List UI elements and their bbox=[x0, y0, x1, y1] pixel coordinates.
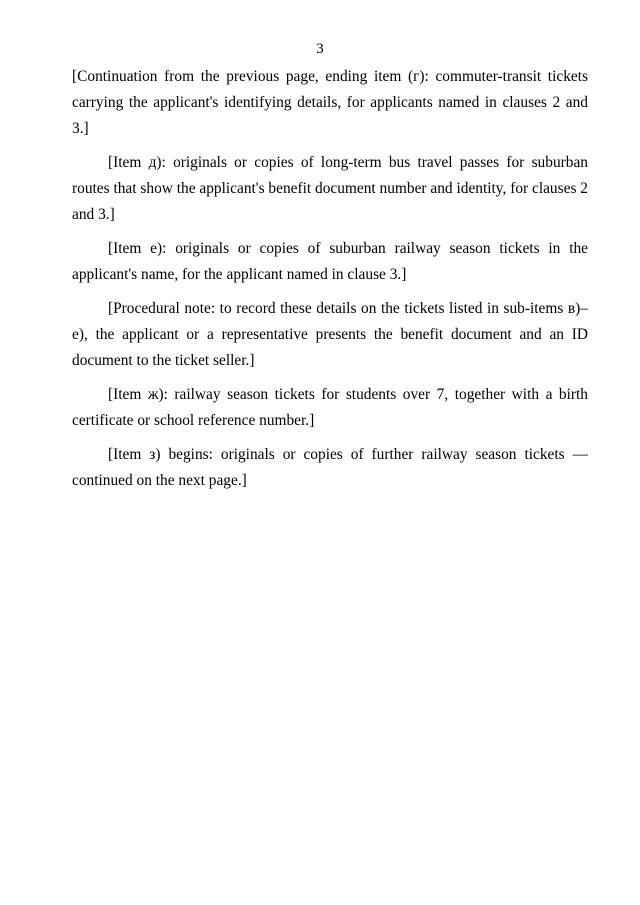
document-body bbox=[72, 64, 588, 502]
paragraph-procedure: [Procedural note: to record these details on the tickets listed in sub-items в)–е), the applicant or a representative presents the benefit document and an ID document to the ticket seller.] bbox=[72, 300, 588, 369]
paragraph-item-zh: [Item ж): railway season tickets for students over 7, together with a birth certificate or school reference number.] bbox=[72, 386, 588, 429]
paragraph-continuation: [Continuation from the previous page, ending item (г): commuter-transit tickets carrying the applicant's identifying details, for applicants named in clauses 2 and 3.] bbox=[72, 68, 588, 137]
page-number: 3 bbox=[316, 41, 324, 57]
paragraph-item-d: [Item д): originals or copies of long-term bus travel passes for suburban routes that show the applicant's benefit document number and identity, for clauses 2 and 3.] bbox=[72, 154, 588, 223]
paragraph-item-e: [Item е): originals or copies of suburban railway season tickets in the applicant's name, for the applicant named in clause 3.] bbox=[72, 240, 588, 283]
paragraph-item-z: [Item з) begins: originals or copies of further railway season tickets — continued on the next page.] bbox=[72, 446, 588, 489]
